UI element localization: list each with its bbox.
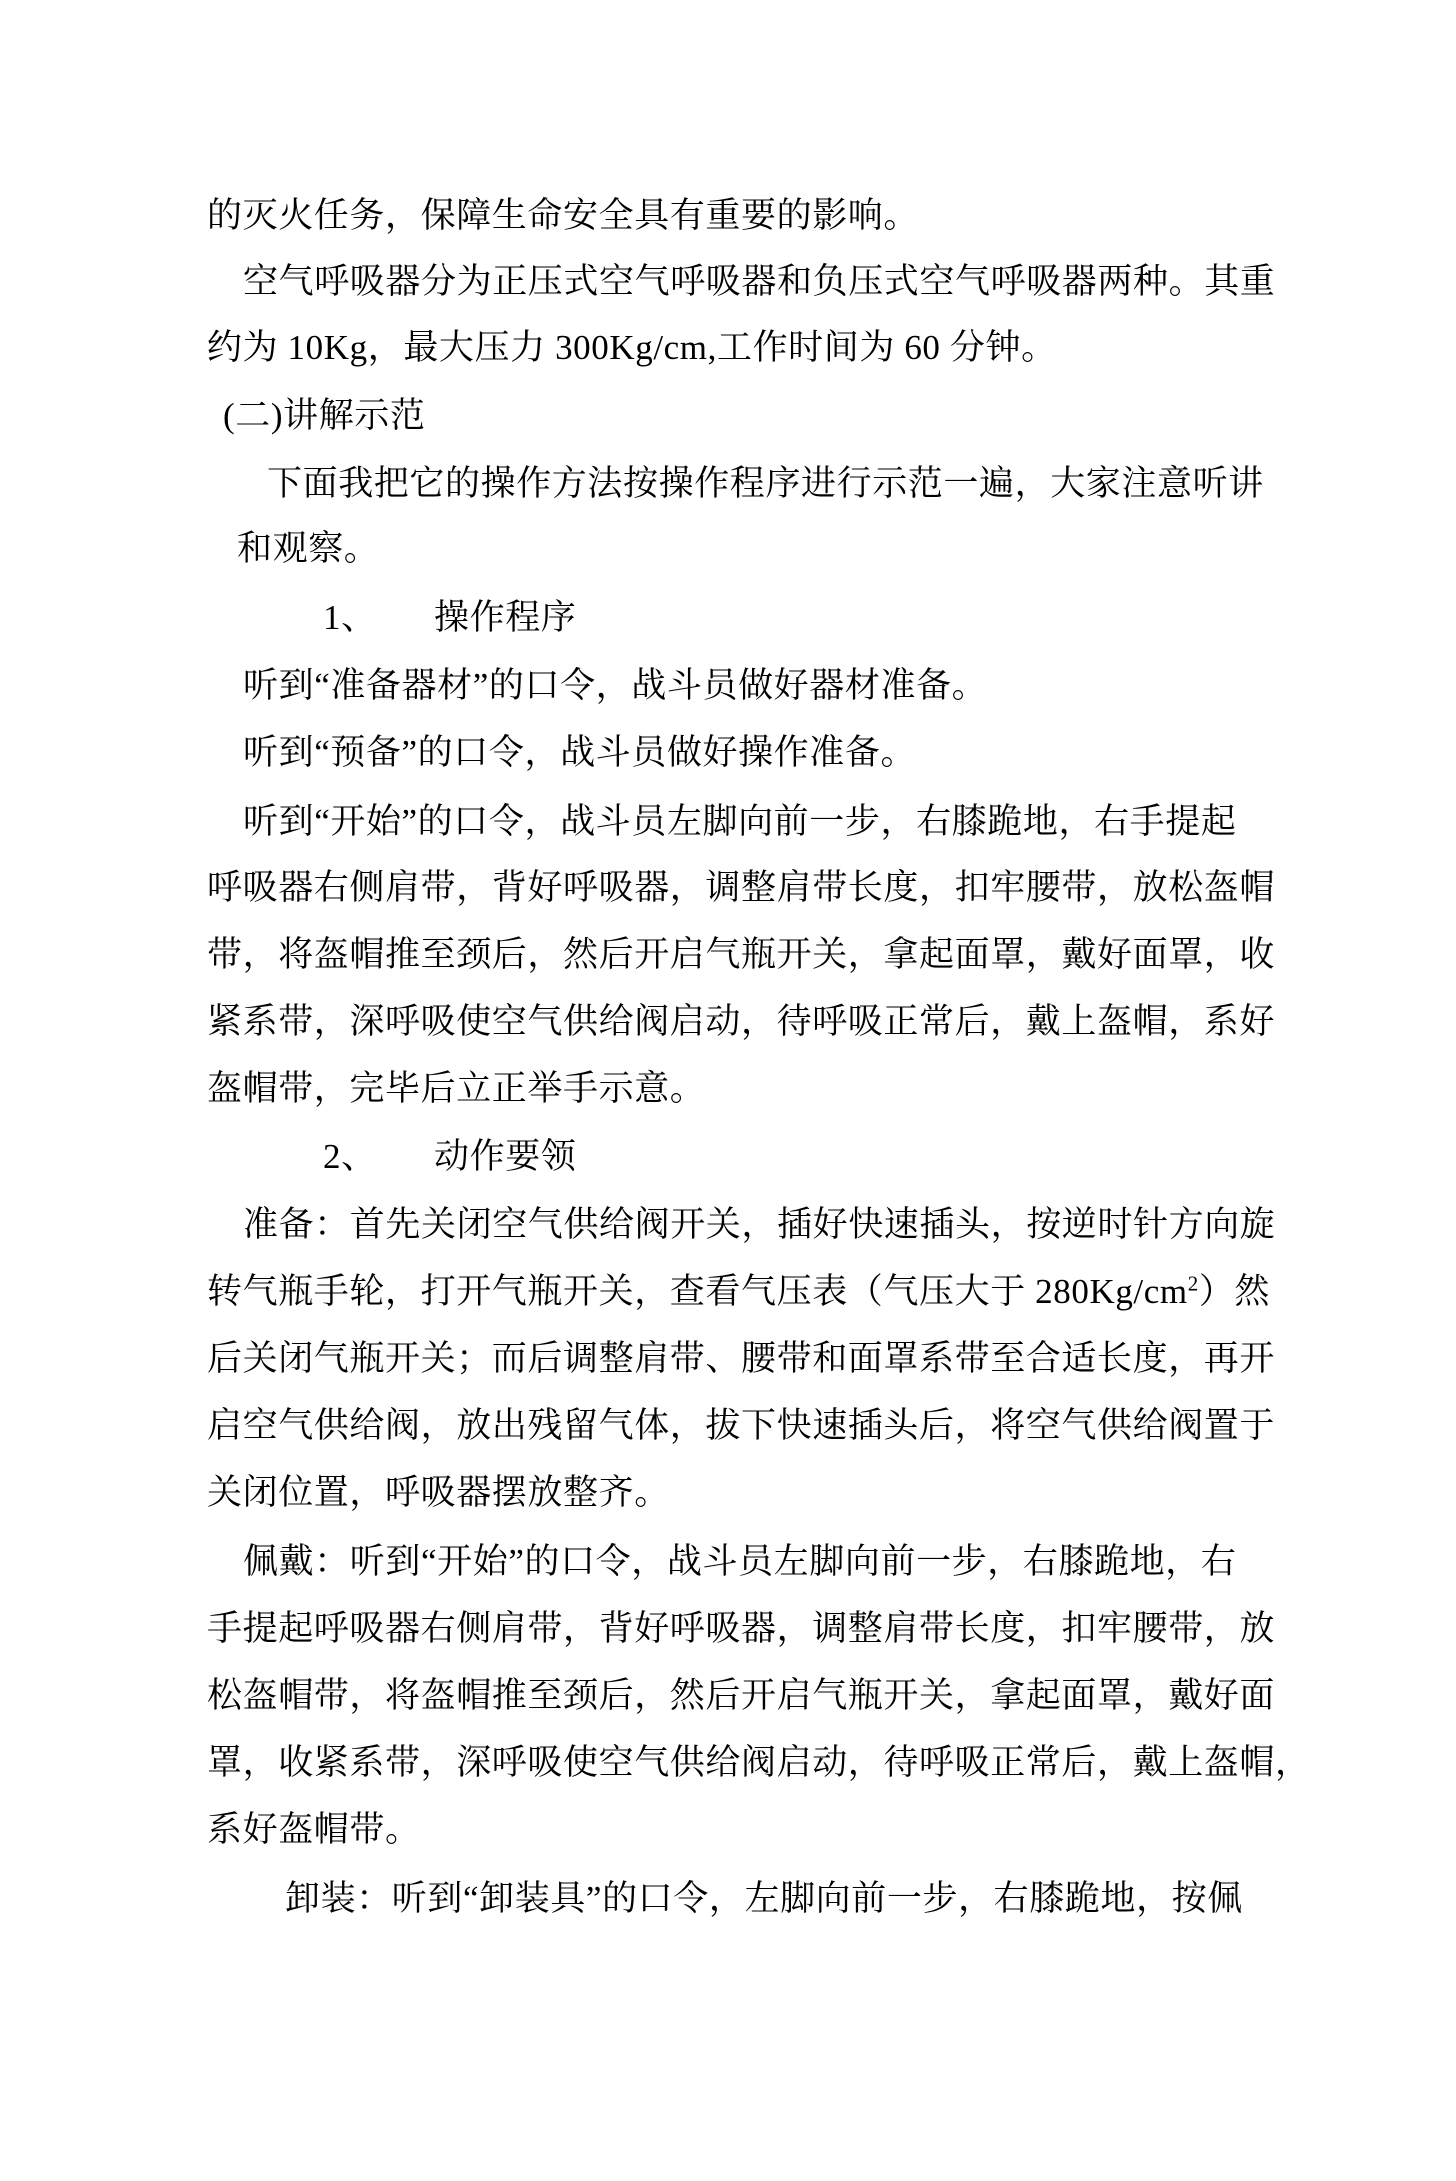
subheading-title: 操作程序 [434, 598, 577, 637]
subheading-number: 2、 [323, 1137, 377, 1176]
paragraph-line: 紧系带，深呼吸使空气供给阀启动，待呼吸正常后，戴上盔帽，系好 [207, 1002, 1276, 1041]
paragraph-line: 手提起呼吸器右侧肩带，背好呼吸器，调整肩带长度，扣牢腰带，放 [207, 1609, 1276, 1648]
paragraph-line: 佩戴：听到“开始”的口令，战斗员左脚向前一步，右膝跪地，右 [243, 1542, 1237, 1581]
paragraph-line: 和观察。 [237, 529, 380, 568]
paragraph-line: 系好盔帽带。 [207, 1810, 421, 1849]
paragraph-line: 后关闭气瓶开关；而后调整肩带、腰带和面罩系带至合适长度，再开 [207, 1339, 1276, 1378]
paragraph-line: 带，将盔帽推至颈后，然后开启气瓶开关，拿起面罩，戴好面罩，收 [207, 935, 1276, 974]
paragraph-line: 启空气供给阀，放出残留气体，拔下快速插头后，将空气供给阀置于 [207, 1406, 1276, 1445]
paragraph-line: 听到“准备器材”的口令，战斗员做好器材准备。 [243, 666, 988, 705]
line-text: 转气瓶手轮，打开气瓶开关，查看气压表（气压大于 280Kg/cm [207, 1272, 1188, 1311]
subheading-title: 动作要领 [434, 1137, 577, 1176]
paragraph-line: 准备：首先关闭空气供给阀开关，插好快速插头，按逆时针方向旋 [243, 1205, 1276, 1244]
paragraph-line: 罩，收紧系带，深呼吸使空气供给阀启动，待呼吸正常后，戴上盔帽， [207, 1743, 1311, 1782]
paragraph-line: 卸装：听到“卸装具”的口令，左脚向前一步，右膝跪地，按佩 [285, 1879, 1243, 1918]
section-heading: (二)讲解示范 [223, 396, 426, 435]
paragraph-line: 空气呼吸器分为正压式空气呼吸器和负压式空气呼吸器两种。其重 [243, 262, 1276, 301]
paragraph-line [207, 1270, 1270, 1314]
paragraph-line: 听到“预备”的口令，战斗员做好操作准备。 [243, 733, 917, 772]
paragraph-line: 听到“开始”的口令，战斗员左脚向前一步，右膝跪地，右手提起 [243, 802, 1237, 841]
paragraph-line: 的灭火任务，保障生命安全具有重要的影响。 [207, 196, 920, 235]
paragraph-line: 下面我把它的操作方法按操作程序进行示范一遍，大家注意听讲 [267, 464, 1264, 503]
subheading-number: 1、 [323, 598, 377, 637]
paragraph-line: 约为 10Kg，最大压力 300Kg/cm,工作时间为 60 分钟。 [207, 328, 1057, 367]
paragraph-line: 关闭位置，呼吸器摆放整齐。 [207, 1473, 670, 1512]
paragraph-line: 呼吸器右侧肩带，背好呼吸器，调整肩带长度，扣牢腰带，放松盔帽 [207, 868, 1276, 907]
paragraph-line: 松盔帽带，将盔帽推至颈后，然后开启气瓶开关，拿起面罩，戴好面 [207, 1676, 1276, 1715]
superscript: 2 [1187, 1271, 1199, 1296]
paragraph-line: 盔帽带，完毕后立正举手示意。 [207, 1069, 706, 1108]
line-text: ）然 [1198, 1272, 1271, 1311]
